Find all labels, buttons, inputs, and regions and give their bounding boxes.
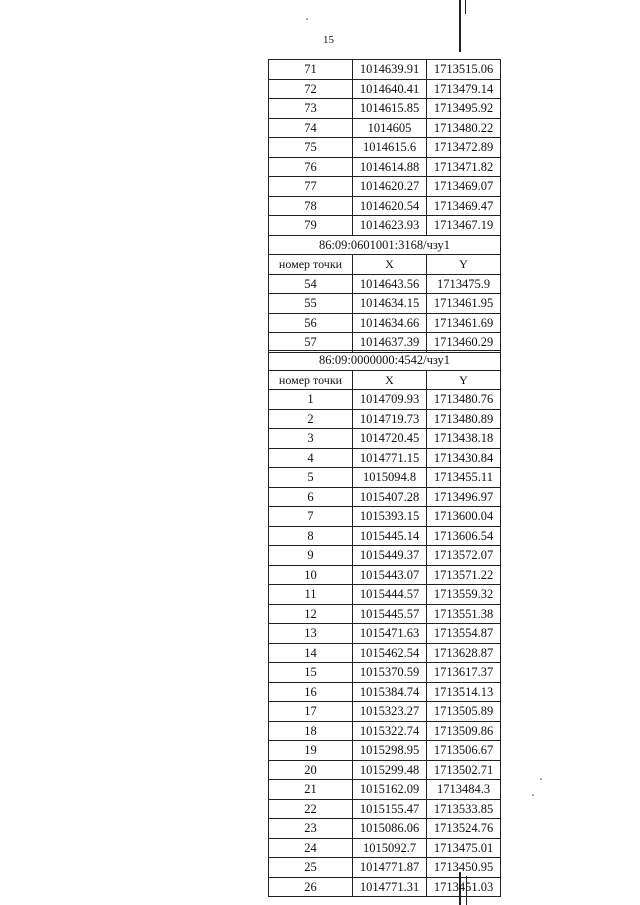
point-number: 75 — [269, 138, 353, 158]
point-number: 12 — [269, 604, 353, 624]
binder-line-top — [459, 0, 461, 52]
point-number: 54 — [269, 274, 353, 294]
table2-title: 86:09:0000000:4542/чзу1 — [269, 351, 501, 371]
x-value: 1014771.87 — [353, 858, 427, 878]
x-value: 1014634.66 — [353, 313, 427, 333]
table-row — [269, 216, 501, 236]
x-value: 1015445.57 — [353, 604, 427, 624]
y-value: 1713475.9 — [427, 274, 501, 294]
x-value: 1015443.07 — [353, 565, 427, 585]
y-value: 1713484.3 — [427, 780, 501, 800]
table-row — [269, 760, 501, 780]
x-value: 1014720.45 — [353, 429, 427, 449]
point-number: 6 — [269, 487, 353, 507]
x-value: 1015462.54 — [353, 643, 427, 663]
y-value: 1713475.01 — [427, 838, 501, 858]
table1-section-title: 86:09:0601001:3168/чзу1 — [269, 235, 501, 255]
y-value: 1713469.07 — [427, 177, 501, 197]
x-value: 1014620.54 — [353, 196, 427, 216]
y-value: 1713472.89 — [427, 138, 501, 158]
table-row — [269, 702, 501, 722]
table-row — [269, 877, 501, 897]
y-value: 1713502.71 — [427, 760, 501, 780]
x-value: 1015298.95 — [353, 741, 427, 761]
table-row — [269, 585, 501, 605]
table2-title-row — [269, 351, 501, 371]
point-number: 13 — [269, 624, 353, 644]
x-value: 1015445.14 — [353, 526, 427, 546]
x-value: 1015393.15 — [353, 507, 427, 527]
point-number: 78 — [269, 196, 353, 216]
point-number: 56 — [269, 313, 353, 333]
y-value: 1713572.07 — [427, 546, 501, 566]
x-value: 1014605 — [353, 118, 427, 138]
y-value: 1713467.19 — [427, 216, 501, 236]
point-number: 79 — [269, 216, 353, 236]
point-number: 7 — [269, 507, 353, 527]
coordinates-table-2 — [268, 350, 501, 897]
table-row — [269, 546, 501, 566]
page-number: 15 — [323, 34, 334, 46]
coordinates-table-1 — [268, 59, 501, 353]
x-value: 1014771.15 — [353, 448, 427, 468]
table-row — [269, 663, 501, 683]
table1-section-title-row — [269, 235, 501, 255]
point-number: 19 — [269, 741, 353, 761]
table-row — [269, 274, 501, 294]
table-row — [269, 643, 501, 663]
table-row — [269, 138, 501, 158]
table-row — [269, 118, 501, 138]
table-row — [269, 526, 501, 546]
table2-header-x: X — [353, 370, 427, 390]
x-value: 1015299.48 — [353, 760, 427, 780]
point-number: 22 — [269, 799, 353, 819]
y-value: 1713480.89 — [427, 409, 501, 429]
table-row — [269, 177, 501, 197]
point-number: 20 — [269, 760, 353, 780]
x-value: 1015407.28 — [353, 487, 427, 507]
y-value: 1713430.84 — [427, 448, 501, 468]
point-number: 10 — [269, 565, 353, 585]
x-value: 1015155.47 — [353, 799, 427, 819]
point-number: 5 — [269, 468, 353, 488]
table-row — [269, 624, 501, 644]
x-value: 1014614.88 — [353, 157, 427, 177]
y-value: 1713496.97 — [427, 487, 501, 507]
y-value: 1713600.04 — [427, 507, 501, 527]
table-row — [269, 487, 501, 507]
table-row — [269, 799, 501, 819]
table-row — [269, 60, 501, 80]
table-row — [269, 507, 501, 527]
table1-header-row — [269, 255, 501, 275]
table-row — [269, 741, 501, 761]
y-value: 1713628.87 — [427, 643, 501, 663]
y-value: 1713461.95 — [427, 294, 501, 314]
point-number: 74 — [269, 118, 353, 138]
x-value: 1015449.37 — [353, 546, 427, 566]
table1-rows-top — [269, 60, 501, 236]
x-value: 1014643.56 — [353, 274, 427, 294]
point-number: 14 — [269, 643, 353, 663]
table2-header-row — [269, 370, 501, 390]
table-row — [269, 858, 501, 878]
x-value: 1015086.06 — [353, 819, 427, 839]
table-row — [269, 79, 501, 99]
x-value: 1015471.63 — [353, 624, 427, 644]
y-value: 1713450.95 — [427, 858, 501, 878]
table-row — [269, 819, 501, 839]
x-value: 1014639.91 — [353, 60, 427, 80]
table-row — [269, 604, 501, 624]
point-number: 15 — [269, 663, 353, 683]
x-value: 1015092.7 — [353, 838, 427, 858]
table2-rows — [269, 390, 501, 897]
point-number: 72 — [269, 79, 353, 99]
point-number: 4 — [269, 448, 353, 468]
table-row — [269, 390, 501, 410]
y-value: 1713524.76 — [427, 819, 501, 839]
table1-header-x: X — [353, 255, 427, 275]
y-value: 1713495.92 — [427, 99, 501, 119]
x-value: 1015323.27 — [353, 702, 427, 722]
table-row — [269, 313, 501, 333]
x-value: 1014615.85 — [353, 99, 427, 119]
table1-header-point: номер точки — [269, 255, 353, 275]
point-number: 11 — [269, 585, 353, 605]
table-row — [269, 780, 501, 800]
y-value: 1713455.11 — [427, 468, 501, 488]
y-value: 1713480.22 — [427, 118, 501, 138]
binder-line-top-2 — [465, 0, 466, 14]
table-row — [269, 565, 501, 585]
point-number: 26 — [269, 877, 353, 897]
y-value: 1713460.29 — [427, 333, 501, 353]
y-value: 1713451.03 — [427, 877, 501, 897]
point-number: 23 — [269, 819, 353, 839]
point-number: 76 — [269, 157, 353, 177]
x-value: 1014637.39 — [353, 333, 427, 353]
table-row — [269, 468, 501, 488]
point-number: 25 — [269, 858, 353, 878]
x-value: 1014615.6 — [353, 138, 427, 158]
x-value: 1015094.8 — [353, 468, 427, 488]
y-value: 1713533.85 — [427, 799, 501, 819]
y-value: 1713559.32 — [427, 585, 501, 605]
y-value: 1713479.14 — [427, 79, 501, 99]
point-number: 16 — [269, 682, 353, 702]
y-value: 1713514.13 — [427, 682, 501, 702]
table-row — [269, 429, 501, 449]
point-number: 3 — [269, 429, 353, 449]
y-value: 1713571.22 — [427, 565, 501, 585]
point-number: 57 — [269, 333, 353, 353]
x-value: 1015162.09 — [353, 780, 427, 800]
point-number: 18 — [269, 721, 353, 741]
point-number: 9 — [269, 546, 353, 566]
table-row — [269, 448, 501, 468]
y-value: 1713515.06 — [427, 60, 501, 80]
y-value: 1713509.86 — [427, 721, 501, 741]
point-number: 73 — [269, 99, 353, 119]
point-number: 21 — [269, 780, 353, 800]
point-number: 24 — [269, 838, 353, 858]
y-value: 1713471.82 — [427, 157, 501, 177]
x-value: 1014640.41 — [353, 79, 427, 99]
x-value: 1014709.93 — [353, 390, 427, 410]
point-number: 2 — [269, 409, 353, 429]
x-value: 1015384.74 — [353, 682, 427, 702]
point-number: 71 — [269, 60, 353, 80]
y-value: 1713617.37 — [427, 663, 501, 683]
table-row — [269, 721, 501, 741]
table1-header-y: Y — [427, 255, 501, 275]
table-row — [269, 682, 501, 702]
point-number: 55 — [269, 294, 353, 314]
y-value: 1713551.38 — [427, 604, 501, 624]
x-value: 1014634.15 — [353, 294, 427, 314]
point-number: 77 — [269, 177, 353, 197]
point-number: 17 — [269, 702, 353, 722]
x-value: 1014623.93 — [353, 216, 427, 236]
table-row — [269, 99, 501, 119]
table2-header-point: номер точки — [269, 370, 353, 390]
table-row — [269, 196, 501, 216]
y-value: 1713461.69 — [427, 313, 501, 333]
x-value: 1015444.57 — [353, 585, 427, 605]
point-number: 1 — [269, 390, 353, 410]
table1-rows-bottom — [269, 274, 501, 352]
x-value: 1014719.73 — [353, 409, 427, 429]
table-row — [269, 409, 501, 429]
table-row — [269, 294, 501, 314]
y-value: 1713606.54 — [427, 526, 501, 546]
table2-header-y: Y — [427, 370, 501, 390]
x-value: 1015322.74 — [353, 721, 427, 741]
y-value: 1713469.47 — [427, 196, 501, 216]
table-row — [269, 157, 501, 177]
y-value: 1713554.87 — [427, 624, 501, 644]
table-row — [269, 838, 501, 858]
x-value: 1014620.27 — [353, 177, 427, 197]
y-value: 1713506.67 — [427, 741, 501, 761]
point-number: 8 — [269, 526, 353, 546]
x-value: 1015370.59 — [353, 663, 427, 683]
x-value: 1014771.31 — [353, 877, 427, 897]
y-value: 1713480.76 — [427, 390, 501, 410]
y-value: 1713438.18 — [427, 429, 501, 449]
y-value: 1713505.89 — [427, 702, 501, 722]
